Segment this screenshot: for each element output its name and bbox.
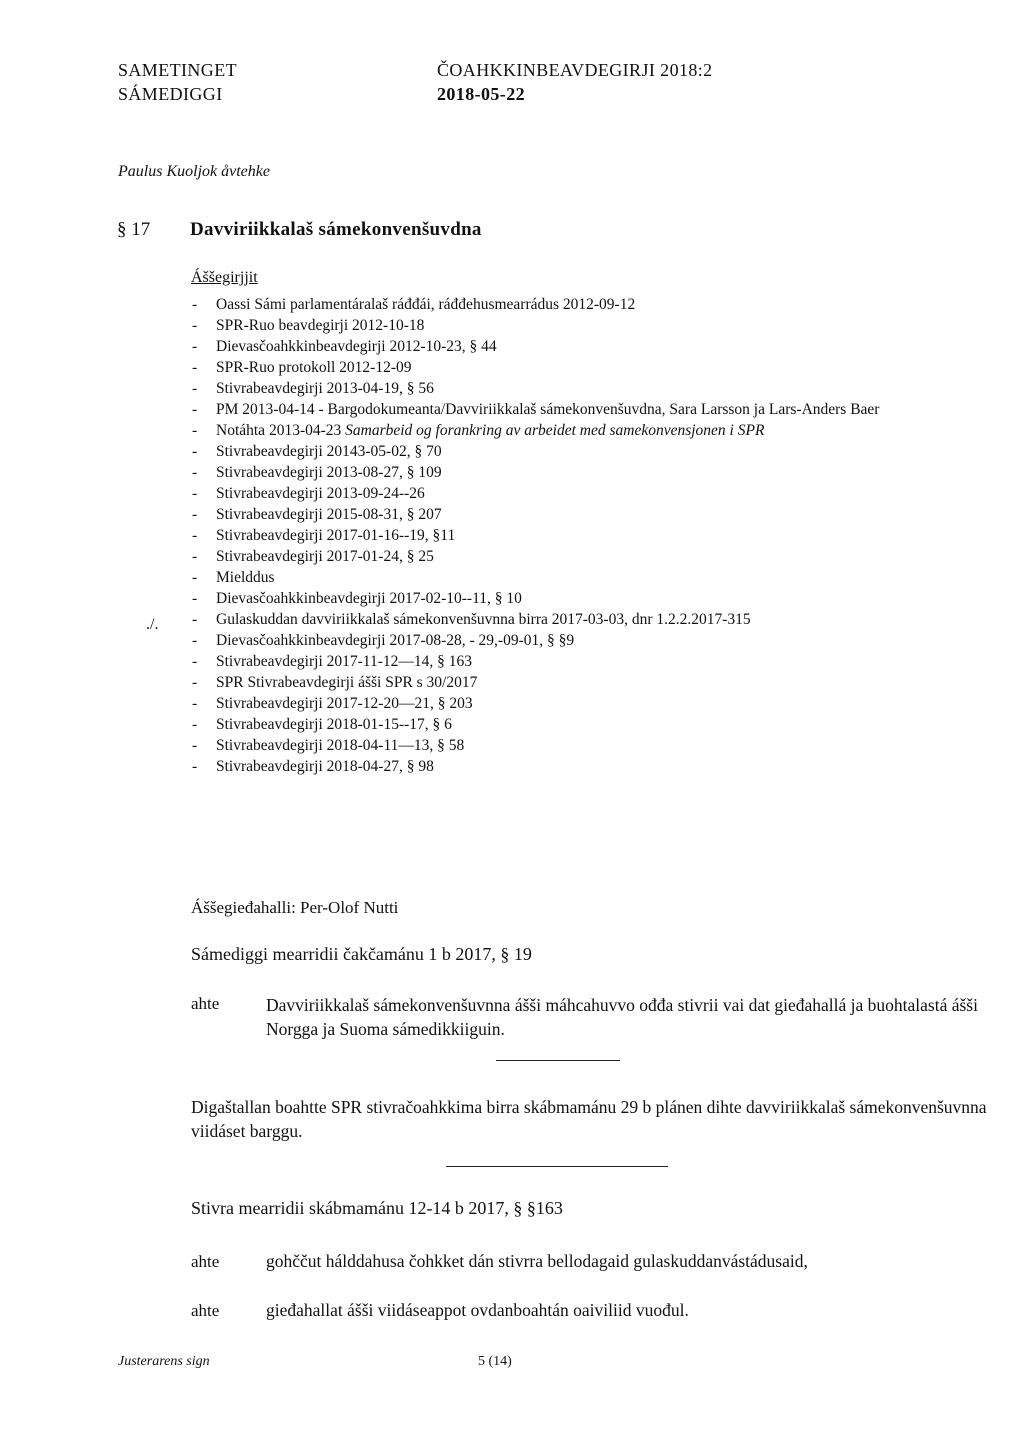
discussion-text: Digaštallan boahtte SPR stivračoahkkima birra skábmamánu 29 b plánen dihte davviriikkalaš sámekonvenšuvnna viidáset barggu. <box>191 1097 987 1141</box>
separator-line <box>446 1166 668 1167</box>
reference-item: - SPR-Ruo protokoll 2012-12-09 <box>192 359 412 376</box>
decision-label: ahte <box>191 1301 220 1320</box>
reference-item: - Stivrabeavdegirji 2017-01-16--19, §11 <box>192 527 456 544</box>
page-number: 5 (14) <box>478 1354 512 1369</box>
reference-item: - Stivrabeavdegirji 2013-08-27, § 109 <box>192 464 442 481</box>
reference-item: - SPR Stivrabeavdegirji ášši SPR s 30/2017 <box>192 674 478 691</box>
list-dash: - <box>192 317 198 334</box>
document-date: 2018-05-22 <box>437 84 525 104</box>
list-dash: - <box>192 485 198 502</box>
reference-item: - Stivrabeavdegirji 2018-04-27, § 98 <box>192 758 434 775</box>
reference-item: - Dievasčoahkkinbeavdegirji 2012-10-23, § 44 <box>192 338 497 355</box>
references-list <box>190 294 976 777</box>
list-dash: - <box>192 296 198 313</box>
reference-item: - Stivrabeavdegirji 2013-04-19, § 56 <box>192 380 434 397</box>
org-name-sami: SÁMEDIGGI <box>118 84 223 104</box>
reference-item: - SPR-Ruo beavdegirji 2012-10-18 <box>192 317 425 334</box>
list-dash: - <box>192 716 198 733</box>
list-dash: - <box>192 464 198 481</box>
decision-label: ahte <box>191 1252 220 1271</box>
list-dash: - <box>192 527 198 544</box>
reference-item-notahta <box>190 420 976 441</box>
list-dash: - <box>192 338 198 355</box>
attachment-marker: ./. <box>146 616 159 633</box>
list-dash: - <box>192 380 198 397</box>
reference-item: - Stivrabeavdegirji 2017-01-24, § 25 <box>192 548 434 565</box>
list-dash: - <box>192 695 198 712</box>
reference-item: - Stivrabeavdegirji 2017-12-20—21, § 203 <box>192 695 473 712</box>
list-dash: - <box>192 422 198 439</box>
section-title: Davviriikkalaš sámekonvenšuvdna <box>190 219 482 240</box>
list-dash: - <box>192 506 198 523</box>
decision-label: ahte <box>191 994 220 1013</box>
section-number: § 17 <box>117 219 151 240</box>
list-dash: - <box>192 674 198 691</box>
reference-item: - Dievasčoahkkinbeavdegirji 2017-08-28, - 29,-09-01, § §9 <box>192 632 575 649</box>
reference-item: - Stivrabeavdegirji 2018-04-11—13, § 58 <box>192 737 465 754</box>
list-dash: - <box>192 590 198 607</box>
list-dash: - <box>192 548 198 565</box>
notahta-prefix: Notáhta 2013-04-23 <box>216 422 346 439</box>
document-title: ČOAHKKINBEAVDEGIRJI 2018:2 <box>437 60 713 80</box>
list-dash: - <box>192 569 198 586</box>
references-title: Áššegirjjit <box>191 269 258 286</box>
separator-line <box>496 1060 620 1061</box>
list-dash: - <box>192 758 198 775</box>
list-dash: - <box>192 401 198 418</box>
list-dash: - <box>192 653 198 670</box>
decision-text: gohččut hálddahusa čohkket dán stivrra bellodagaid gulaskuddanvástádusaid, <box>266 1251 808 1271</box>
list-dash: - <box>192 359 198 376</box>
reference-item: - Stivrabeavdegirji 2013-09-24--26 <box>192 485 425 502</box>
org-name-swedish: SAMETINGET <box>118 60 237 80</box>
board-decision-heading: Stivra mearridii skábmamánu 12-14 b 2017, § §163 <box>191 1198 563 1218</box>
reference-item: - PM 2013-04-14 - Bargodokumeanta/Davviriikkalaš sámekonvenšuvdna, Sara Larsson ja Lars-Anders Baer <box>192 401 880 418</box>
reference-item: - Oassi Sámi parlamentáralaš ráđđái, ráđđehusmearrádus 2012-09-12 <box>192 296 636 313</box>
reference-item-attachment: - Mielddus <box>192 569 275 586</box>
list-dash: - <box>192 443 198 460</box>
decision-text: Davviriikkalaš sámekonvenšuvnna ášši máhcahuvvo ođđa stivrii vai dat gieđahallá ja buohtalastá ášši Norgga ja Suoma sámedikkiiguin. <box>266 995 978 1039</box>
list-dash: - <box>192 632 198 649</box>
case-officer: Áššegieđahalli: Per-Olof Nutti <box>191 898 399 917</box>
adjuster-signature-label: Justerarens sign <box>118 1354 210 1369</box>
presenter-line: Paulus Kuoljok åvtehke <box>118 163 270 180</box>
notahta-title: Samarbeid og forankring av arbeidet med samekonvensjonen i SPR <box>345 422 765 439</box>
reference-item: - Gulaskuddan davviriikkalaš sámekonvenšuvnna birra 2017-03-03, dnr 1.2.2.2017-315 <box>192 611 751 628</box>
decision-heading: Sámediggi mearridii čakčamánu 1 b 2017, § 19 <box>191 944 532 964</box>
list-dash: - <box>192 611 198 628</box>
reference-item: - Stivrabeavdegirji 2015-08-31, § 207 <box>192 506 442 523</box>
decision-text: gieđahallat ášši viidáseappot ovdanboahtán oaiviliid vuođul. <box>266 1300 689 1320</box>
reference-item: - Stivrabeavdegirji 20143-05-02, § 70 <box>192 443 442 460</box>
list-dash: - <box>192 737 198 754</box>
reference-item: - Stivrabeavdegirji 2017-11-12—14, § 163 <box>192 653 472 670</box>
reference-item: - Stivrabeavdegirji 2018-01-15--17, § 6 <box>192 716 452 733</box>
reference-item: - Dievasčoahkkinbeavdegirji 2017-02-10--11, § 10 <box>192 590 522 607</box>
